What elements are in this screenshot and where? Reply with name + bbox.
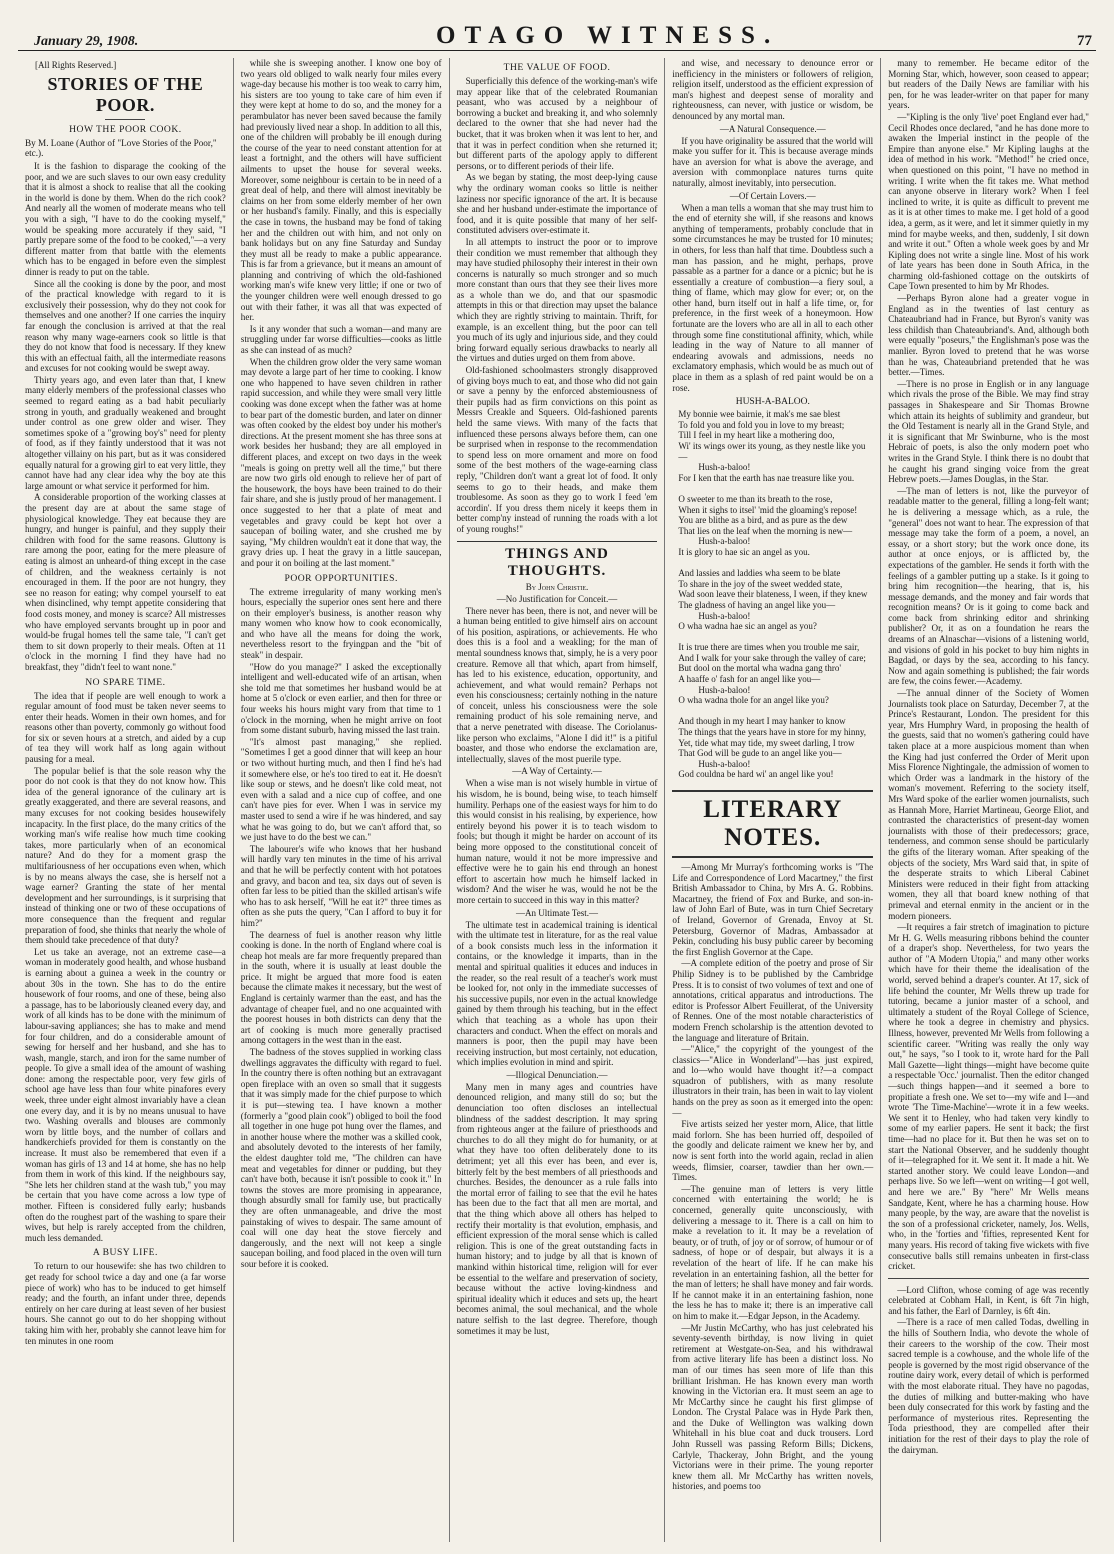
poem-line: To fold you and fold you in love to my breast; [678,419,845,430]
poem-line: Wad soon leave their blateness, I ween, if they knew [678,589,868,600]
column-5 [881,58,1096,1542]
newspaper-title: OTAGO WITNESS. [436,22,780,49]
paragraph: As we began by stating, the most deep-lying cause why the ordinary woman cooks so little is neither laziness nor specific ignorance of the art. It is because she and her husband under-estimate the importance of food, and it is quite possible that many of her self-constituted advisers over-estimate it. [456,172,658,236]
poem-line: O sweeter to me than its breath to the rose, [678,493,833,504]
section-heading: THE VALUE OF FOOD. [503,62,611,73]
section-heading: POOR OPPORTUNITIES. [284,572,398,584]
paragraph: The ultimate test in academical training is identical with the ultimate test in literature, for as the real value of a book consists much less in the information it contains, or the knowledge it imparts, than in the mental and spiritual qualities it educes and induces in the reader, so the real result of a teacher's work must be looked for, not only in the immediate successes of his successive pupils, nor even in the actual knowledge gained by them through his teaching, but in the effect which that teaching as a whole has upon their characters and conduct. When the effect on morals and manners is poor, then the pupil may have been receiving instruction, but most certainly, not education, which implies evolution in mind and spirit. [456,919,658,1068]
paragraph: —There is no prose in English or in any language which rivals the prose of the Bible. We may find stray passages in Shakespeare and Sir Thomas Browne which attain its heights of sublimity and grandeur, but the Old Testament is nearly all in the Grand Style, and it is significant that Mr Swinburne, who is the most Hebraic of poets, is also the only modern poet who writes in the Grand Style. I think there is no doubt that he caught his grand singing voice from the great Hebrew poets.—James Douglas, in the Star. [888,378,1089,485]
section-heading: A BUSY LIFE. [92,1247,158,1259]
column-1 [18,58,234,1542]
paragraph-group [457,1082,658,1336]
paragraph: Is it any wonder that such a woman—and many are struggling under far worse difficulties—cooks as little as she can instead of as much? [240,323,442,356]
sub-heading: —No Justification for Conceit.— [496,593,618,604]
poem-line: And I walk for your sake through the valley of care; [678,652,866,663]
paragraph: while she is sweeping another. I know one boy of two years old obliged to walk nearly four miles every wage-day because his mother is too weak to carry him, his sisters are too young to take care of him even if they were kept at home to do so, and the money for a perambulator has never been saved because the family had previously lived near a shop. In addition to all this, one of the children will probably be ill enough during the course of the year to need constant attention for at least a fortnight, and the others will have sufficient ailments to upset the house for several weeks. Moreover, some neighbour is certain to be in need of a great deal of help, and there will almost inevitably be claims on her from some elderly member of her own or her husband's family. Finally, and this is especially the case in towns, the husband may be fond of taking her and the children out with him, and not only on bank holidays but on any fine Saturday and Sunday they must all be ready to make a public appearance. This is far from a grievance, but it means an amount of planning and contriving of which the old-fashioned working man's wife knew very little; if one or two of the younger children were well enough dressed to go out with their father, it was all that was expected of her. [240,58,442,323]
poem-line: Hush-a-baloo! [698,462,751,473]
paragraph-group [672,203,873,394]
paragraph-group [25,161,226,673]
article-title-things-and-thoughts: THINGS AND THOUGHTS. [457,541,658,580]
page-number: 77 [1077,33,1092,49]
paragraph-group [457,76,658,535]
poem-line: But dool on the mortal wha wadna gang thro' [678,663,841,674]
paragraph: —"Kipling is the only 'live' poet England ever had," Cecil Rhodes once declared, "and he has done more to awaken the Imperial instinct in the people of the Empire than anyone else." Mr Kipling laughs at the idea of method in his work. "Method!" he cried once, when questioned on this point, "I have no method in writing. I write when the fit takes me. What method can anyone observe in literary work? When I feel inclined to write, it is quite as difficult to prevent me as it is at other times to make me. I get hold of a good idea, a germ, as it were, and let it simmer quietly in my mind for maybe weeks, and then, suddenly, I sit down and write it out." Often a whole week goes by and Mr Kipling does not write a single line. Most of his work of late years has been done in South Africa, in the charming old-fashioned cottage on the outskirts of Cape Town presented to him by Mr Rhodes. [888,111,1089,292]
section-heading: HOW THE POOR COOK. [69,124,182,135]
poem-line: O wha wadna hae sic an angel as you? [678,621,817,632]
paragraph: The popular belief is that the sole reason why the poor do not cook is that they do not know how. This idea of the general ignorance of the culinary art is greatly exaggerated, and there are several reasons, and many excuses for not cooking besides housewifely incapacity. In the first place, do the many critics of the working man's wife realise how much time cooking takes, more particularly when of an economical nature? And do they for a moment grasp the multifariousness of her occupations even when, which is by no means always the case, she is herself not a wage earner? Granting the state of her mental development and her surroundings, is it surprising that instead of thinking one or two of these occupations of more consequence than the frequent and regular preparation of food, she thinks that nearly the whole of them should take precedence of that duty? [25,765,226,946]
paragraph: —"Alice," the copyright of the youngest of the classics—"Alice in Wonderland"—has just expired, and lo—who would have thought it?—a compact squadron of publishers, with as many resolute illustrators in their train, has been in wait to lay violent hands on the prey as soon as it emerged into the open:— [672,1044,874,1118]
column-4 [665,58,881,1542]
paragraph: There never has been, there is not, and never will be a human being entitled to give himself airs on account of his position, aspirations, or achievements. He who does this is a fool and a weakling; for the man of mental soundness knows that, simply, he is a very poor creature. Remove all that which, apart from himself, has led to his existence, education, opportunity, and achievement, and what would remain? Perhaps not even his consciousness; certainly nothing in the nature of conceit, unless his consciousness were the sole remaining product of his sole remaining nerve, and that a nerve penetrated with disease. The Coriolanus-like person who exclaims, "Alone I did it!" is a pitiful boaster, and those who endorse the exclamation are, intellectually, slaves of the most puerile type. [456,605,658,764]
paragraph-group [25,691,226,1244]
byline: By M. Loane (Author of "Love Stories of the Poor," etc.). [25,138,217,158]
paragraph: The dearness of fuel is another reason why little cooking is done. In the north of England where coal is cheap hot meals are far more frequently prepared than in the south, where it is usually at least double the price. It might be argued that more food is eaten because the climate makes it necessary, but the west of England is certainly warmer than the east, and has the advantage of cheaper fuel, and no one acquainted with the poorest houses in both districts can deny that the art of cooking is much more generally practised among cottagers in the west than in the east. [240,929,442,1046]
paragraph: Let us take an average, not an extreme case—a woman in moderately good health, and whose husband is earning about a guinea a week in the country or about 30s in the town. She has to do the entire housework of four rooms, and one of these, being also a passage, has to be laboriously cleaned every day, and work of all kinds has to be done with the minimum of labour-saving appliances; she has to make and mend for four children, and do a considerable amount of sewing for herself and her husband, and she has to wash, mangle, starch, and iron for the same number of people. To give a small idea of the amount of washing done: among the respectable poor, very few girls of school age have less than four white pinafores every week, three under eight almost invariably have a clean one every day, and it is by no means unusual to have two. Washing overalls and blouses are commonly worn by little boys, and the number of collars and handkerchiefs provided for them is constantly on the increase. It must also be remembered that even if a woman has girls of 13 and 14 at home, she has no help from them in work of this kind. If the neighbours say, "She lets her children stand at the wash tub," you may be certain that you have come across a low type of mother. Fifteen is considered fully early; husbands often do the roughest part of the washing to spare their wives, but help is rarely accepted from the children, much less demanded. [25,946,226,1243]
poem-line [672,558,873,569]
poem-line: The things that the years have in store for my hinny, [678,727,867,738]
paragraph-group [888,58,1089,1272]
paragraph: Thirty years ago, and even later than that, I knew many elderly members of the professional classes who seemed to regard eating as a bad habit peculiarly strong in youth, and gradually weakened and brought under control as one grew older and wiser. They sometimes spoke of a "growing boy's" need for plenty of food, as if they faintly understood that it was not altogether villainy on his part, but as it was considered equally natural for a growing girl to eat very little, they cannot have had any clear idea why the boy ate this large amount or what service it performed for him. [25,374,226,491]
columns [18,58,1096,1542]
poem-line: Till I feel in my heart like a mothering doo, [678,430,835,441]
paragraph-group [457,778,658,905]
paragraph: —There is a race of men called Todas, dwelling in the hills of Southern India, who devote the whole of their careers to the worship of the cow. Their most sacred temple is a cowhouse, and the whole life of the people is governed by the most rigid observance of the routine dairy work, every detail of which is performed with the most elaborate ritual. They have no pagodas, the duties of milking and butter-making who have been duly consecrated for this work by fasting and the performance of mysterious rites. Representing the Toda priesthood, they are compelled after their initiation for the rest of their days to play the role of the dairyman. [888,1317,1089,1455]
rights-notice: [All Rights Reserved.] [35,60,117,70]
poem-line: That lies on the leaf when the morning is new— [678,525,853,536]
masthead [18,14,1096,51]
paragraph: —The genuine man of letters is very little concerned with entertaining the world; he is concerned, generally quite unconsciously, with delivering a message to it. There is a call on him to make a revelation to it. It may be a revelation of beauty, or of truth, of joy or of sorrow, of humour or of sadness, of hope or of despair, but always it is a revelation of the heart of life. If he can make his revelation in an entertaining fashion, all the better for the man of letters; he shall have money and fair words. If he cannot make it in an entertaining fashion, none the less he has to make it; there is an imperative call on him to make it.—Edgar Jepson, in the Academy. [672,1183,874,1321]
poem-line: To share in the joy of the sweet wedded state, [678,578,843,589]
paragraph: and wise, and necessary to denounce error or inefficiency in the ministers or followers of religion, religion itself, understood as the efficient expression of man's highest and deepest sense of morality and righteousness, can never, with justice or wisdom, be denounced by any mortal man. [672,58,874,121]
poem-line: Yet, tide what may tide, my sweet darling, I trow [678,737,855,748]
paragraph: The labourer's wife who knows that her husband will hardly vary ten minutes in the time of his arrival and that he will be perfectly content with hot potatoes and gravy, and bacon and tea, six days out of seven is often far less to be pitied than the skilled artisan's wife who has to ask herself, "Will he eat it?" three times as often as she puts the query, "Can I afford to buy it for him?" [240,843,442,928]
divider [105,119,145,120]
paragraph-group [241,58,442,569]
poem-line: My bonnie wee bairnie, it mak's me sae blest [678,409,841,420]
paragraph: many to remember. He became editor of the Morning Star, which, however, soon ceased to appear; but readers of the Daily News are familiar with his pen, for he was leader-writer on that paper for many years. [888,58,1089,111]
paragraph: The badness of the stoves supplied in working class dwellings aggravates the difficulty with regard to fuel. In the country there is often nothing but an extravagant open fireplace with an oven so small that it suggests that it was simply made for the chief purpose to which it is put—stewing tea. I have known a mother (formerly a "good plain cook") obliged to boil the food all together in one huge pot hung over the flames, and in another house where the mother was a skilled cook, and absolutely devoted to the interests of her family, the eldest daughter told me, "The children can have meat and vegetables for dinner or pudding, but they can't have both, because it isn't possible to cook it." In towns the stoves are more promising in appearance, though absurdly small for family use, but practically they are often unmanageable, and drive the most painstaking of wives to despair. The same amount of coal will one day heat the stove fiercely and dangerously, and the next will not keep a single saucepan boiling, and food placed in the oven will turn sour before it is cooked. [240,1047,442,1269]
poem-line: Wi' its wings ower its young, as they nestle like you— [678,441,866,462]
poem-line: When it sighs to itsel' 'mid the gloaming's repose! [678,504,858,515]
paragraph: "It's almost past managing," she replied. "Sometimes I get a good dinner that will keep an hour or two without hurting much, and then I find he's had it somewhere else, or he's too tired to eat it. He doesn't like soup or stews, and he doesn't like cold meat, not even with a salad and a nice cup of coffee, and one can't have pies for ever. When I was in service my master used to send a wire if he was hindered, and say what he was going to do, but we can't afford that, so we just have to do the best we can." [240,736,442,843]
paragraph-group [888,1285,1089,1456]
poem-title: HUSH-A-BALOO. [735,397,810,408]
sub-heading: —Illogical Denunciation.— [506,1069,608,1080]
paragraph: If you have originality be assured that the world will make you suffer for it. This is because average minds have an aversion for what is above the average, and aversion with commonplace natures turns quite naturally, almost inevitably, into persecution. [672,135,874,188]
paragraph-group [457,606,658,765]
poem-line: Hush-a-baloo! [698,536,751,547]
paragraph: When a wise man is not wisely humble in virtue of his wisdom, he is bound, being wise, to teach himself humility. Perhaps one of the easiest ways for him to do this would consist in his realising, by experience, how entirely beyond his power it is to teach wisdom to fools; but though it might be harder on account of its being more opposed to the constitutional conceit of human nature, would it not be more impressive and effective were he to gain his end through an honest effort to ascertain how much he himself lacked in wisdom? And the wiser he was, would he not be the more certain to succeed in this way in this matter? [456,778,658,905]
poem-line: Hush-a-baloo! [698,758,751,769]
poem-line: And lassies and laddies wha seem to be blate [678,568,841,579]
issue-date: January 29, 1908. [34,34,139,49]
paragraph: The idea that if people are well enough to work a regular amount of food must be taken never seems to enter their heads. Women in their own homes, and for reasons other than poverty, commonly go without food for six or seven hours at a stretch, and aided by a cup of tea they will work half as long again without pausing for a meal. [25,690,226,765]
paragraph: "How do you manage?" I asked the exceptionally intelligent and well-educated wife of an artisan, when she told me that sometimes her husband would be at home at 5 o'clock or even earlier, and then for three or four weeks his hours might vary from that time to 1 o'clock in the morning, when he might arrive on foot from some distant suburb, having missed the last train. [240,661,442,736]
paragraph: —It requires a fair stretch of imagination to picture Mr H. G. Wells measuring ribbons behind the counter of a draper's shop. Nevertheless, for two years the author of "A Modern Utopia," and many other works which have for their theme the idealisation of the world, served behind a draper's counter. At 17, sick of life behind the counter, Mr Wells threw up trade for tutoring, became a junior master of a school, and ultimately a student of the Royal College of Science, where he took a degree in chemistry and physics. Illness, however, prevented Mr Wells from following a scientific career. "Writing was really the only way out," he says, "so I took to it, wrote hard for the Pall Mall Gazette—light things—might have become quite a respectable 'Occ.' journalist. Then the editor changed—such things happen—and it seemed a bore to propitiate a fresh one. We set to—my wife and I—and wrote 'The Time-Machine'—wrote it in a few weeks. We sent it to Henley, who had taken very kindly to some of my earlier papers. He sent it back; the first time—had no place for it. But then he was set on to start the National Observer, and he suddenly thought of it—telegraphed for it. We sent it. It made a hit. We started another story. We could leave London—and perhaps live. So we left—went on writing—I got well, and here we are." By "here" Mr Wells means Sandgate, Kent, where he has a charming house. How many people, by the way, are aware that the novelist is the son of a professional cricketer, namely, Jos. Wells, who, in the 'forties and 'fifties, represented Kent for many years. His record of taking five wickets with five consecutive balls still remains unbeaten in first-class cricket. [888,922,1089,1272]
paragraph: —The man of letters is not, like the purveyor of readable matter to the general, filling a long-felt want; he is delivering a message which, as a rule, the "general" does not want to hear. The expression of that message may take the form of a poem, a novel, an essay, or a short story; but the work once done, its author at once enjoys, or is afflicted by, the expectations of the gambler. He sends it forth with the feelings of a gambler putting up a stake. Is it going to bring him recognition—the hearing, that is, his message demands, and the money and fair words that recognition means? Or is it going to come back and come back from shrinking editor and shrinking publisher? Or, it as on a foundation he rears the dreams of an Alnaschar—visions of a listening world, and visions of gold in his pocket to buy him nights in Bagdad, or days by the sea, according to his fancy. Now and again something is published; the fair words are few, the coins fewer.—Academy. [888,485,1089,687]
poem-line: The gladness of having an angel like you— [678,599,836,610]
paragraph: The extreme irregularity of many working men's hours, especially the superior ones sent here and there on their employer's business, is another reason why many women who know how to cook economically, and who have all the means for doing the work, nevertheless resort to the fryingpan and the "bit of steak" in despair. [240,586,442,661]
article-title-literary-notes: LITERARY NOTES. [672,790,873,858]
article-title-stories-of-the-poor: STORIES OF THE POOR. [47,74,204,115]
sub-heading: —A Way of Certainty.— [512,766,602,777]
sub-heading: —An Ultimate Test.— [516,907,598,918]
paragraph: To return to our housewife: she has two children to get ready for school twice a day and one (a far worse piece of work) who has to be induced to get himself ready; and the fourth, an infant under three, depends entirely on her care during at least seven of her busiest hours. She cannot go out to do her shopping without taking him with her, probably she cannot leave him for ten minutes in one room [25,1261,226,1346]
poem-line: That God will be gude to an angel like you— [678,748,842,759]
section-heading: NO SPARE TIME. [85,676,166,688]
paragraph: When a man tells a woman that she may trust him to the end of eternity she will, if she reasons and knows anything of temperaments, probably conclude that in some circumstances he may be trusted for 10 minutes; in others, for less than half that time. Doubtless such a man has passion, and he might, perhaps, prove passable as a partner for a dance or a picnic; but he is essentially a creature of combustion—a fiery soul, a thing of flame, which may glow for ever; or, on the other hand, burn itself out in half a life time, or, for preference, in the first week of a honeymoon. How fortunate are the lovers who are all in all to each other through some fine constitutional affinity, which, while leading in the way of Nature to all manner of endearing avowals and admissions, needs no exclamatory emphasis, which would be as much out of place in them as a splash of red paint would be on a rose. [672,202,874,393]
poem-line: God couldna be hard wi' an angel like you! [678,769,834,780]
poem-line: It is glory to hae sic an angel as you. [678,546,810,557]
poem-line: A haaffe o' fash for an angel like you— [678,674,821,685]
paragraph-group [672,862,873,1492]
poem-line: For I ken that the earth has nae treasure like you. [678,472,855,483]
paragraph-group [241,587,442,1270]
paragraph: It is the fashion to disparage the cooking of the poor, and we are such slaves to our own easy credulity that it is almost a shock to realise that all the cooking in the world is done by them. When do the rich cook? And nearly all the women of moderate means who tell you with a sigh, "I have to do the cooking myself," would be speaking more accurately if they said, "I partly prepare some of the food to be cooked,"—a very different matter from that battle with the elements which has to be engaged in before even the simplest dinner is ready to put on the table. [25,161,226,277]
paragraph: —A complete edition of the poetry and prose of Sir Philip Sidney is to be published by the Cambridge Press. It is to consist of two volumes of text and one of annotations, critical apparatus and introductions. The editor is Professor Albert Feuillerat, of the University of Rennes. One of the most notable characteristics of modern French scholarship is the attention devoted to the language and literature of Britain. [672,958,874,1043]
paragraph: —Among Mr Murray's forthcoming works is "The Life and Correspondence of Lord Macartney," the first British Ambassador to China, by Mrs A. G. Robbins. Macartney, the friend of Fox and Burke, and son-in-law of John Earl of Bute, was in turn Chief Secretary of Ireland, Governor of Grenada, Envoy at St. Petersburg, Governor of Madras, Ambassador at Pekin, concluding his busy public career by becoming the first English Governor at the Cape. [672,862,874,957]
paragraph: In all attempts to instruct the poor or to improve their condition we must remember that although they may have studied philosophy their interest in their own concerns is naturally so much stronger and so much more constant than ours that they see their lives more as a whole than we do, and that our spasmodic attempts in this or that direction may upset the balance which they are rightly striving to maintain. Thrift, for example, is an excellent thing, but the poor can tell you much of its ugly and injurious side, and they could bring forward equally serious drawbacks to nearly all the virtues and duties urged on them from above. [456,236,658,364]
poem-line [672,706,873,717]
poem-line: And though in my heart I may hanker to know [678,716,846,727]
sub-heading: —A Natural Consequence.— [719,123,826,134]
column-2 [234,58,450,1542]
column-3 [450,58,666,1542]
sub-heading: —Of Certain Lovers.— [729,190,816,201]
paragraph: When the children grow older the very same woman may devote a large part of her time to cooking. I know one who happened to have seven children in rather rapid succession, and while they were small very little cooking was done except when the father was at home to bear part of the domestic burden, and later on dinner was often cooked by the eldest boy under his mother's directions. At the present moment she has three sons at work besides her husband; they are all employed in different places, and except on two days in the week "meals is going on pretty well all the time," but there are now two girls old enough to relieve her of part of the housework, the boys have been trained to do their fair share, and she is justly proud of her management. I once suggested to her that a plate of meat and vegetables and gravy could be kept hot over a saucepan of boiling water, and she crushed me by saying, "My children wouldn't eat it done that way, the gravy dries up. I heat the gravy in a little saucepan, and pour it on boiling at the last moment." [240,356,442,568]
paragraph: Many men in many ages and countries have denounced religion, and many still do so; but the denunciation too often discloses an intellectual blindness of the saddest description. It may spring from righteous anger at the failure of priesthoods and churches to do all they might do for humanity, or at what they have too often deliberately done to its detriment; yet all this ever has been, and ever is, bitterly felt by the best members of all priesthoods and churches. Besides, the denouncer as a rule falls into the mortal error of failing to see that the evil he hates has been due to the fact that all men are mortal, and that the thing which above all others has helped to rectify their mortality is that evolution, emphasis, and efficient expression of the moral sense which is called religion. This is one of the great outstanding facts in human history; and to judge by all that is known of mankind within historical time, religion will for ever be essential to the welfare and preservation of society, because without the active loving-kindness and spiritual ideality which it educes and sets up, the heart becomes animal, the soul mechanical, and the whole nature selfish to the last degree. Therefore, though sometimes it may be lust, [456,1081,658,1336]
paragraph: Superficially this defence of the working-man's wife may appear like that of the celebrated Roumanian peasant, who was accused by a neighbour of borrowing a bucket and breaking it, and who solemnly declared to the owner that she had never had the bucket, that it was broken when it was lent to her, and that it was in perfect condition when she returned it; but different parts of the apology apply to different persons, or to different periods of their life. [456,76,658,171]
paragraph: Old-fashioned schoolmasters strongly disapproved of giving boys much to eat, and those who did not gain or save a penny by the enforced abstemiousness of their pupils had as firm convictions on this point as Messrs Creakle and Squeers. Old-fashioned parents held the same views. With many of the facts that influenced these persons always before them, can one be surprised when in response to the recommendation to spend less on more ornament and more on food some of the best mothers of the wage-earning class reply, "Children don't want a great lot of food. It only seems to go to their heads, and make them troublesome. As soon as they go to work I feed 'em accordin'. If you dress them nicely it keeps them in better comp'ny instead of running the roads with a lot of young roughs!" [456,365,658,534]
poem-line [672,483,873,494]
paragraph: —The annual dinner of the Society of Women Journalists took place on Saturday, December 7, at the Prince's Restaurant, London. The president for this year, Mrs Humphry Ward, in proposing the health of the guests, said that no women's gathering could have taken place at a more auspicious moment than when the King had just conferred the Order of Merit upon Miss Florence Nightingale, the admission of women to which Order was a landmark in the history of the woman's movement. Referring to the society itself, Mrs Ward spoke of the earlier women journalists, such as Hannah More, Harriet Martineau, George Eliot, and contrasted the characteristics of present-day women journalists with those of their predecessors; grace, tenderness, and common sense should be particularly the gifts of the literary woman. After speaking of the objects of the society, Mrs Ward said that, in spite of the desperate straits to which Liberal Cabinet Ministers were reduced in their fight from attacking women, they all that board knew nothing of that primeval and eternal enmity in the ancient or in the modern pioneers. [888,688,1089,921]
divider [888,1278,1089,1279]
paragraph: Five artists seized her yester morn, Alice, that little maid forlorn. She has been hurried off, despoiled of the goodly and delicate raiment we knew her by, and now is sent forth into the world again, reclad in alien weeds, flimsier, coarser, tawdier than her own.—Times. [672,1119,874,1183]
paragraph-group [672,136,873,189]
paragraph: —Mr Justin McCarthy, who has just celebrated his seventy-seventh birthday, is now living in quiet retirement at Westgate-on-Sea, and his withdrawal from active literary life has been a distinct loss. No man of our times has seen more of life than this brilliant Irishman. He has known every man worth knowing in the Victorian era. It must seem an age to Mr McCarthy since he caught his first glimpse of London. The Crystal Palace was in Hyde Park then, and the Duke of Wellington was walking down Whitehall in his blue coat and duck trousers. Lord John Russell was passing Reform Bills; Dickens, Carlyle, Thackeray, John Bright, and the young Victorians were in their prime. The young reporter knew them all. Mr McCarthy has written novels, histories, and poems too [672,1322,874,1492]
poem-line: It is true there are times when you trouble me sair, [678,642,860,653]
poem-line: O wha wadna thole for an angel like you? [678,695,829,706]
poem [672,409,873,780]
paragraph-group [672,58,873,122]
poem-line: Hush-a-baloo! [698,684,751,695]
poem-line [672,632,873,643]
paragraph: Since all the cooking is done by the poor, and most of the practical knowledge with regard to it is exclusively their possession, why do they not cook for themselves and one another? If one carries the inquiry far enough the conclusion is arrived at that the real reason why many wage-earners cook so little is that they do not know that food is necessary. If they knew this with an effectual faith, all the intermediate reasons and excuses for not cooking would be swept away. [25,278,226,374]
paragraph: —Lord Clifton, whose coming of age was recently celebrated at Cobham Hall, in Kent, is 6ft 7in high, and his father, the Earl of Darnley, is 6ft 4in. [888,1284,1089,1316]
poem-line: You are blithe as a bird, and as pure as the dew [678,515,848,526]
poem-line: Hush-a-baloo! [698,610,751,621]
paragraph-group [457,920,658,1068]
paragraph: A considerable proportion of the working classes at the present day are at about the same stage of physiological knowledge. They eat because they are hungry, and hunger is painful, and they supply their children with food for the same reasons. Gluttony is rare among the poor, eating for the mere pleasure of eating is almost an unheard-of thing except in the case of children, and the weakness certainly is not encouraged in them. If the poor are not hungry, they see no reason for eating; why compel yourself to eat when disinclined, why tempt appetite considering that food costs money, and money is scarce? All mistresses who have employed servants brought up in poor and would-be frugal homes tell the same tale, "I can't get them to sit down properly to their meals. Often at 11 o'clock in the morning I find they have had no breakfast, they "didn't feel to want none." [25,492,226,672]
paragraph-group [25,1261,226,1346]
byline: By John Christie. [525,581,589,592]
paragraph: —Perhaps Byron alone had a greater vogue in England as in the twenties of last century as Chateaubriand had in France, but Byron's vanity was less childish than Chateaubriand's. And, although both were equally "poseurs," the Englishman's pose was the manlier. Byron loved to pretend that he was worse than he was, Chateaubriand pretended that he was better.—Times. [888,293,1089,378]
